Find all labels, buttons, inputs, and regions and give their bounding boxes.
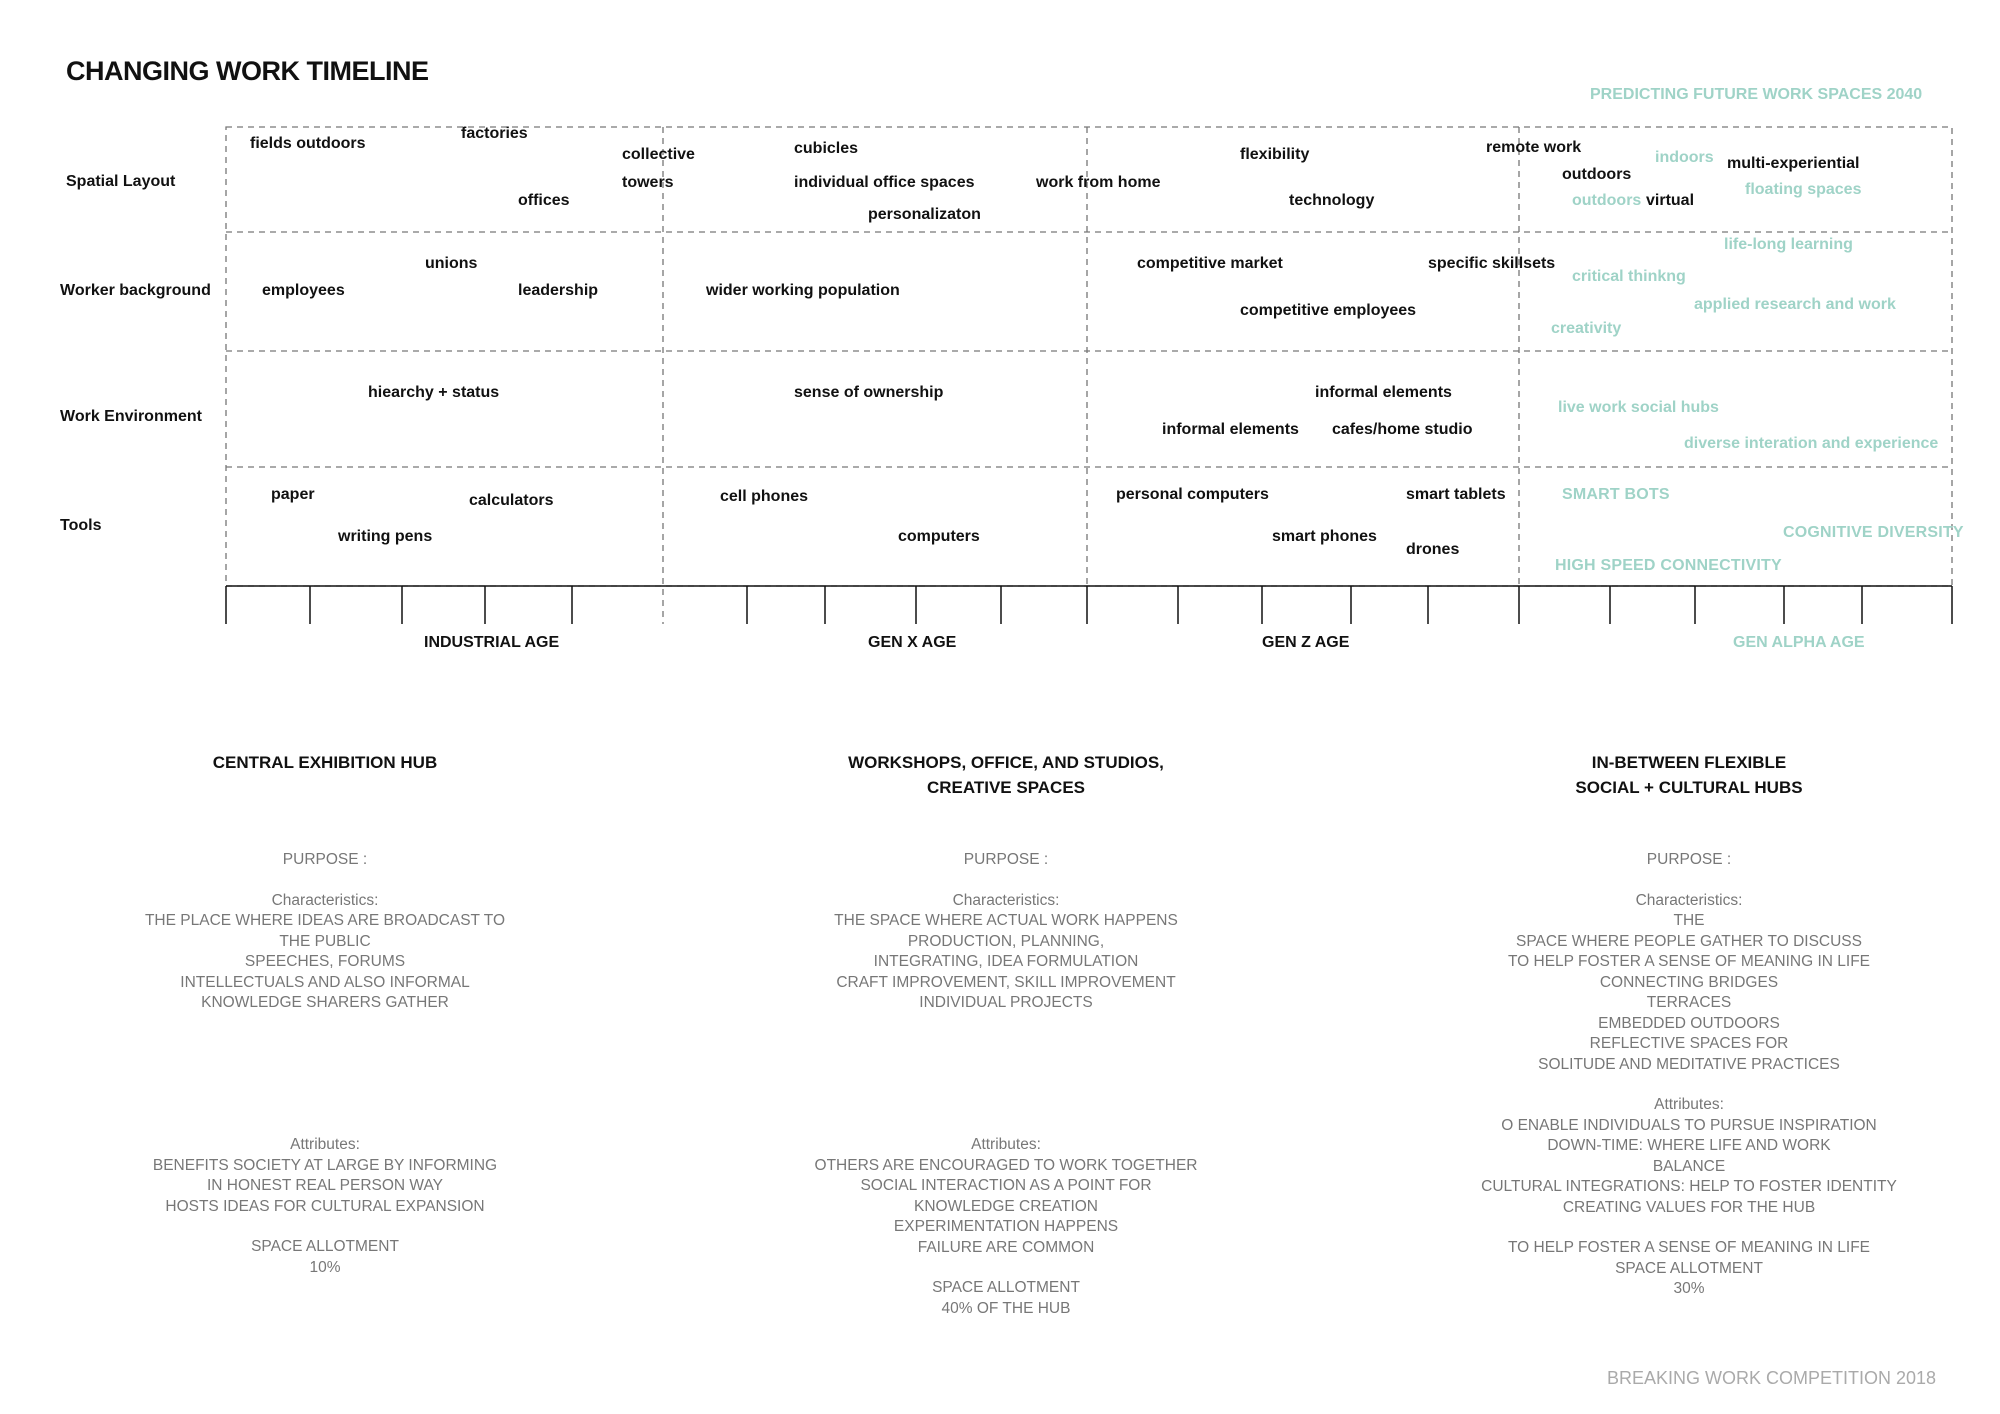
hub-line: OTHERS ARE ENCOURAGED TO WORK TOGETHER <box>814 1156 1198 1174</box>
hub-title <box>776 750 1236 800</box>
keyword: factories <box>461 125 528 142</box>
hub-line: 30% <box>1673 1280 1705 1297</box>
age-label-genz: GEN Z AGE <box>1262 634 1350 651</box>
keyword: offices <box>518 192 570 209</box>
hub-characteristics-label: Characteristics: <box>952 891 1060 909</box>
keyword: paper <box>271 486 315 503</box>
hub-line: BENEFITS SOCIETY AT LARGE BY INFORMING <box>152 1156 498 1174</box>
hub-line: THE PUBLIC <box>279 932 371 950</box>
keyword: work from home <box>1036 174 1161 191</box>
hub-title <box>1459 750 1919 800</box>
hub-line: CONNECTING BRIDGES <box>1599 973 1779 991</box>
hub-line: SPACE ALLOTMENT <box>932 1279 1080 1296</box>
hub-attributes-label: Attributes: <box>290 1136 360 1153</box>
keyword: life-long learning <box>1724 236 1853 253</box>
hub-line: REFLECTIVE SPACES FOR <box>1589 1035 1789 1052</box>
row-label-spatial: Spatial Layout <box>66 173 176 190</box>
keyword: employees <box>262 282 345 299</box>
keyword: personal computers <box>1116 486 1269 503</box>
keyword: virtual <box>1646 192 1695 209</box>
row-label-environment: Work Environment <box>60 408 202 425</box>
hub-line: TERRACES <box>1646 994 1732 1011</box>
keyword: cell phones <box>720 488 809 505</box>
keyword: smart phones <box>1272 528 1377 545</box>
hub-characteristics-label: Characteristics: <box>271 891 379 909</box>
hub-attributes-label: Attributes: <box>1654 1096 1724 1113</box>
keyword: critical thinkng <box>1572 268 1686 285</box>
hub-line: SOLITUDE AND MEDITATIVE PRACTICES <box>1538 1055 1840 1073</box>
keyword: competitive employees <box>1240 302 1417 319</box>
keyword: outdoors <box>1572 192 1642 209</box>
keyword: outdoors <box>1562 166 1632 183</box>
hub-purpose: PURPOSE : <box>282 851 368 868</box>
keyword: creativity <box>1551 320 1622 337</box>
hub-line: INTELLECTUALS AND ALSO INFORMAL <box>180 973 470 991</box>
keyword: hiearchy + status <box>368 384 500 401</box>
keyword: unions <box>425 255 478 272</box>
hub-column-central <box>95 850 555 1278</box>
keyword: multi-experiential <box>1727 155 1860 172</box>
footer-credit: BREAKING WORK COMPETITION 2018 <box>1606 1368 1936 1388</box>
hub-line: O ENABLE INDIVIDUALS TO PURSUE INSPIRATION <box>1501 1116 1877 1134</box>
keyword: fields outdoors <box>250 135 366 152</box>
hub-line: SPACE WHERE PEOPLE GATHER TO DISCUSS <box>1516 932 1862 950</box>
hub-line: CREATING VALUES FOR THE HUB <box>1562 1198 1816 1216</box>
timeline-grid <box>0 0 2000 700</box>
row-label-worker: Worker background <box>60 282 211 299</box>
keyword: personalizaton <box>868 206 981 223</box>
keyword: collective <box>622 146 695 163</box>
hub-purpose: PURPOSE : <box>963 851 1049 868</box>
keyword: wider working population <box>706 282 900 299</box>
hub-line: INTEGRATING, IDEA FORMULATION <box>873 953 1139 970</box>
hub-line: TO HELP FOSTER A SENSE OF MEANING IN LIFE <box>1507 1239 1871 1256</box>
hub-title-line: WORKSHOPS, OFFICE, AND STUDIOS, <box>848 753 1164 772</box>
hub-title-line: SOCIAL + CULTURAL HUBS <box>1575 778 1803 797</box>
row-label-tools: Tools <box>60 517 102 534</box>
hub-line: HOSTS IDEAS FOR CULTURAL EXPANSION <box>165 1197 485 1215</box>
hub-line: THE SPACE WHERE ACTUAL WORK HAPPENS <box>834 912 1178 929</box>
hub-line: CULTURAL INTEGRATIONS: HELP TO FOSTER IDENTITY <box>1481 1178 1897 1195</box>
future-title: PREDICTING FUTURE WORK SPACES 2040 <box>1590 86 1923 103</box>
hub-line: SPACE ALLOTMENT <box>251 1238 399 1255</box>
age-label-genalpha: GEN ALPHA AGE <box>1733 634 1865 651</box>
hub-column-social <box>1459 850 1919 1300</box>
hub-line: SPACE ALLOTMENT <box>1615 1259 1763 1277</box>
hub-line: THE PLACE WHERE IDEAS ARE BROADCAST TO <box>144 912 506 929</box>
keyword: sense of ownership <box>794 384 944 401</box>
keyword: floating spaces <box>1745 181 1862 198</box>
keyword: flexibility <box>1240 146 1310 163</box>
keyword: cafes/home studio <box>1332 421 1473 438</box>
keyword: informal elements <box>1315 384 1452 401</box>
keyword: diverse interation and experience <box>1684 435 1939 452</box>
hub-column-workshops <box>776 850 1236 1319</box>
hub-line: KNOWLEDGE SHARERS GATHER <box>201 994 449 1011</box>
keyword: writing pens <box>338 528 433 545</box>
keyword: individual office spaces <box>794 174 975 191</box>
keyword: leadership <box>518 282 599 299</box>
keyword: COGNITIVE DIVERSITY <box>1783 524 1964 541</box>
keyword: informal elements <box>1162 421 1299 438</box>
keyword: cubicles <box>794 140 859 157</box>
keyword: smart tablets <box>1406 486 1506 503</box>
hub-title-line: CENTRAL EXHIBITION HUB <box>212 753 438 772</box>
keyword: competitive market <box>1137 255 1283 272</box>
hub-line: KNOWLEDGE CREATION <box>913 1197 1098 1215</box>
hub-line: EXPERIMENTATION HAPPENS <box>893 1218 1119 1235</box>
hub-line: INDIVIDUAL PROJECTS <box>919 994 1093 1011</box>
keyword: SMART BOTS <box>1562 486 1670 503</box>
keyword: live work social hubs <box>1558 399 1719 416</box>
hub-line: CRAFT IMPROVEMENT, SKILL IMPROVEMENT <box>836 973 1176 991</box>
hub-purpose: PURPOSE : <box>1646 851 1732 868</box>
keyword: indoors <box>1655 149 1714 166</box>
hub-title-line: CREATIVE SPACES <box>926 778 1086 797</box>
page-title: CHANGING WORK TIMELINE <box>66 56 429 86</box>
hub-title-line: IN-BETWEEN FLEXIBLE <box>1591 753 1787 772</box>
keyword: technology <box>1289 192 1375 209</box>
hub-line: THE <box>1673 912 1705 929</box>
age-label-industrial: INDUSTRIAL AGE <box>424 634 560 651</box>
hub-line: 10% <box>309 1258 341 1276</box>
keyword: drones <box>1406 541 1460 558</box>
keyword: remote work <box>1486 139 1582 156</box>
hub-line: SPEECHES, FORUMS <box>244 953 406 970</box>
hub-line: TO HELP FOSTER A SENSE OF MEANING IN LIFE <box>1507 953 1871 970</box>
hub-title <box>95 750 555 775</box>
hub-attributes-label: Attributes: <box>971 1136 1041 1153</box>
keyword: computers <box>898 528 980 545</box>
hub-line: DOWN-TIME: WHERE LIFE AND WORK <box>1547 1137 1831 1154</box>
keyword: specific skillsets <box>1428 255 1556 272</box>
keyword: calculators <box>469 492 554 509</box>
hub-line: IN HONEST REAL PERSON WAY <box>207 1177 443 1194</box>
age-label-genx: GEN X AGE <box>868 634 957 651</box>
hub-line: PRODUCTION, PLANNING, <box>907 932 1105 950</box>
hub-line: BALANCE <box>1652 1157 1726 1175</box>
hub-line: EMBEDDED OUTDOORS <box>1598 1014 1780 1032</box>
keyword: HIGH SPEED CONNECTIVITY <box>1555 557 1782 574</box>
hub-line: SOCIAL INTERACTION AS A POINT FOR <box>860 1177 1152 1194</box>
hub-line: FAILURE ARE COMMON <box>917 1238 1095 1256</box>
hub-characteristics-label: Characteristics: <box>1635 891 1743 909</box>
keyword: towers <box>622 174 674 191</box>
keyword: applied research and work <box>1694 296 1896 313</box>
hub-line: 40% OF THE HUB <box>941 1299 1071 1317</box>
